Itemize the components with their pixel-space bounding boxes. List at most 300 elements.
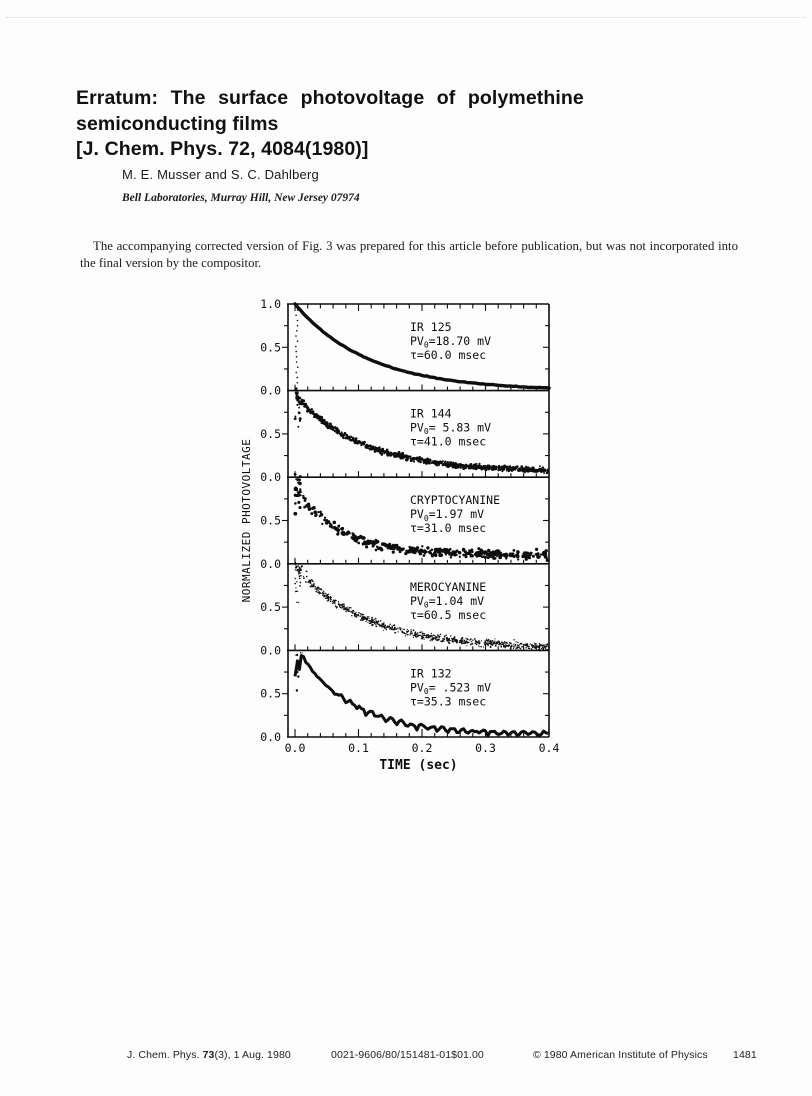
data-point <box>426 463 428 465</box>
data-point <box>512 467 514 469</box>
data-point <box>452 462 454 464</box>
data-point <box>343 609 344 610</box>
x-tick-label: 0.1 <box>348 741 369 755</box>
data-point <box>493 643 495 645</box>
data-point <box>461 643 463 645</box>
data-point <box>309 580 311 582</box>
panel-pv0-ir-132: $PV_0= .523$ mV <box>410 680 491 696</box>
data-point <box>520 648 521 649</box>
data-point <box>367 447 369 449</box>
data-point <box>517 558 519 560</box>
panel-label-cryptocyanine: CRYPTOCYANINE <box>410 493 501 508</box>
panel-pv0-ir-144: $PV_0= 5.83$ mV <box>410 420 491 437</box>
data-point <box>318 590 319 591</box>
rise-dot <box>297 309 299 311</box>
undershoot-dot <box>301 565 303 567</box>
data-point <box>427 634 429 636</box>
panel-label-merocyanine: MEROCYANINE <box>410 579 487 594</box>
data-point <box>325 595 327 597</box>
data-point <box>323 596 325 598</box>
data-point <box>413 551 416 554</box>
data-point <box>484 641 485 642</box>
data-point <box>353 533 355 535</box>
rise-dot <box>299 412 301 414</box>
data-point <box>410 629 411 630</box>
data-point <box>459 642 461 644</box>
rise-dot <box>298 482 301 485</box>
data-point <box>466 641 467 642</box>
data-point <box>543 470 545 472</box>
y-tick-label: 0.5 <box>260 426 281 441</box>
data-point <box>535 645 536 646</box>
data-point <box>336 528 339 531</box>
data-point <box>535 548 538 551</box>
affiliation-line: Bell Laboratories, Murray Hill, New Jersey 07974 <box>122 192 360 204</box>
data-point <box>450 635 452 637</box>
data-point <box>417 458 419 460</box>
data-point <box>436 463 438 465</box>
data-point <box>462 554 465 557</box>
rise-dot <box>295 487 298 490</box>
data-point <box>307 571 308 572</box>
data-point <box>498 470 500 472</box>
data-point <box>373 621 374 622</box>
rise-dot <box>296 356 298 358</box>
data-point <box>317 586 319 588</box>
data-point <box>355 616 356 617</box>
data-point <box>443 638 445 640</box>
data-point <box>372 542 376 546</box>
rise-dot <box>296 660 298 662</box>
data-point <box>512 549 515 552</box>
data-point <box>338 603 340 605</box>
panel-tau-ir-144: τ=41.0 msec <box>410 434 487 449</box>
data-point <box>546 472 548 474</box>
data-point <box>429 636 431 638</box>
rise-dot <box>300 582 301 583</box>
panel-label-ir-125: IR 125 <box>410 320 452 334</box>
data-point <box>313 584 315 586</box>
x-axis-title: TIME (sec) <box>379 758 458 773</box>
data-point <box>532 644 533 645</box>
data-point <box>493 468 496 471</box>
data-point <box>379 624 380 625</box>
rise-dot <box>295 587 296 588</box>
data-point <box>389 624 390 625</box>
data-point <box>422 636 423 637</box>
data-point <box>453 639 455 641</box>
data-point <box>413 637 414 638</box>
rise-dot <box>296 377 298 379</box>
data-point <box>548 645 549 646</box>
data-point <box>449 465 451 467</box>
data-point <box>477 551 480 554</box>
data-point <box>349 607 350 608</box>
data-point <box>342 604 344 606</box>
data-point <box>540 649 541 650</box>
rise-dot <box>296 478 299 481</box>
data-point <box>424 639 425 640</box>
data-point <box>513 645 514 646</box>
data-point <box>544 468 546 470</box>
data-point <box>503 642 505 644</box>
y-tick-label: 0.0 <box>260 730 281 744</box>
data-point <box>420 457 423 460</box>
data-point <box>513 639 514 640</box>
footer-journal-volume: 73 <box>202 1049 215 1061</box>
data-point <box>464 642 466 644</box>
rise-dot <box>297 382 299 384</box>
data-point <box>517 642 518 643</box>
data-point <box>454 466 457 469</box>
data-point <box>448 642 450 644</box>
data-point <box>375 618 377 620</box>
data-point <box>476 643 478 645</box>
data-point <box>471 554 474 557</box>
data-point <box>431 554 434 557</box>
data-point <box>327 600 328 601</box>
data-point <box>467 642 468 643</box>
data-point <box>542 649 544 651</box>
data-point <box>490 642 492 644</box>
data-point <box>421 636 422 637</box>
data-point <box>548 647 550 649</box>
data-point <box>424 633 425 634</box>
data-point <box>483 646 484 647</box>
data-point <box>402 632 403 633</box>
data-point <box>347 607 348 608</box>
data-point <box>400 627 401 628</box>
data-point <box>522 646 524 648</box>
paper-title-line-2: semiconducting films <box>76 112 279 135</box>
data-point <box>474 638 476 640</box>
data-point <box>360 619 361 620</box>
data-point <box>328 594 329 595</box>
rise-dot <box>296 404 298 406</box>
data-point <box>344 432 347 435</box>
data-point <box>420 632 422 634</box>
data-point <box>340 434 343 437</box>
data-point <box>406 631 407 632</box>
data-point <box>455 554 457 556</box>
data-point <box>358 612 360 614</box>
data-point <box>489 642 491 644</box>
data-point <box>510 646 512 648</box>
undershoot-dot <box>300 569 302 571</box>
data-point <box>390 453 393 456</box>
data-point <box>425 637 426 638</box>
data-point <box>436 548 439 551</box>
data-point <box>532 647 534 649</box>
data-point <box>437 639 438 640</box>
data-point <box>455 463 457 465</box>
data-point <box>492 556 495 559</box>
data-point <box>352 612 354 614</box>
y-tick-label: 0.0 <box>260 556 281 571</box>
data-point <box>508 469 511 472</box>
data-point <box>538 649 539 650</box>
data-point <box>439 637 440 638</box>
data-point <box>446 464 448 466</box>
data-point <box>351 607 352 608</box>
rise-dot <box>296 602 297 603</box>
data-point <box>492 645 493 646</box>
data-point <box>422 550 425 553</box>
data-point <box>535 643 537 645</box>
y-tick-label: 0.5 <box>260 340 281 355</box>
rise-dot <box>299 585 301 587</box>
erratum-paragraph: The accompanying corrected version of Fig. 3 was prepared for this article before publication, but was not incorporated into the final version by the compositor. <box>80 239 738 270</box>
data-point <box>431 641 432 642</box>
data-point <box>353 610 354 611</box>
data-point <box>387 626 389 628</box>
data-point <box>392 550 395 553</box>
data-point <box>368 445 371 448</box>
panel-tau-cryptocyanine: τ=31.0 msec <box>410 521 487 536</box>
data-point <box>305 581 307 583</box>
rise-dot <box>294 494 297 497</box>
data-point <box>387 546 390 549</box>
rise-dot <box>298 492 300 494</box>
data-point <box>319 593 320 594</box>
footer-journal-suffix: (3), 1 Aug. 1980 <box>214 1049 291 1061</box>
rise-dot <box>298 407 300 409</box>
undershoot-dot <box>302 652 303 653</box>
data-point <box>430 640 431 641</box>
data-point <box>445 553 447 555</box>
data-point <box>375 539 377 541</box>
data-point <box>477 553 480 556</box>
data-point <box>515 644 516 645</box>
data-point <box>318 416 320 418</box>
data-point <box>363 616 364 617</box>
data-point <box>322 422 324 424</box>
data-point <box>396 454 398 456</box>
data-point <box>347 609 349 611</box>
data-point <box>394 627 396 629</box>
data-point <box>544 549 547 552</box>
rise-dot <box>296 671 298 673</box>
data-point <box>541 650 542 651</box>
paper-title-line-1: Erratum: The surface photovoltage of polymethine <box>76 87 584 109</box>
panel-tau-ir-132: τ=35.3 msec <box>410 694 487 709</box>
data-point <box>414 633 416 635</box>
data-point <box>303 405 306 408</box>
data-point <box>465 552 468 555</box>
y-tick-label: 0.0 <box>260 470 281 485</box>
data-point <box>309 409 312 412</box>
data-point <box>394 624 396 626</box>
data-point <box>332 603 333 604</box>
authors-line: M. E. Musser and S. C. Dahlberg <box>122 167 319 182</box>
data-point <box>325 519 328 522</box>
rise-dot <box>296 689 298 691</box>
data-point <box>310 512 313 515</box>
data-point <box>515 554 517 556</box>
data-point <box>357 542 360 545</box>
data-point <box>405 633 407 635</box>
data-point <box>543 645 544 646</box>
data-point <box>453 641 454 642</box>
data-point <box>531 648 533 650</box>
data-point <box>413 458 415 460</box>
data-point <box>530 552 533 555</box>
data-point <box>428 461 430 463</box>
data-point <box>423 637 424 638</box>
data-point <box>419 635 421 637</box>
data-point <box>516 465 519 468</box>
data-point <box>498 466 501 469</box>
data-point <box>404 629 405 630</box>
x-tick-label: 0.4 <box>538 741 560 755</box>
rise-dot <box>298 565 299 566</box>
data-point <box>366 444 368 446</box>
data-point <box>447 640 449 642</box>
rise-dot <box>295 388 297 390</box>
data-point <box>309 582 310 583</box>
data-point <box>457 467 459 469</box>
data-point <box>470 644 472 646</box>
data-point <box>401 630 403 632</box>
data-point <box>475 640 477 642</box>
data-point <box>326 594 328 596</box>
rise-dot <box>294 578 295 579</box>
data-point <box>392 627 393 628</box>
data-point <box>349 611 350 612</box>
data-point <box>516 647 517 648</box>
data-point <box>486 639 487 640</box>
data-point <box>484 466 487 469</box>
data-point <box>333 600 334 601</box>
data-point <box>501 646 503 648</box>
data-point <box>487 556 490 559</box>
data-point <box>376 621 378 623</box>
rise-dot <box>299 577 301 579</box>
data-point <box>410 459 412 461</box>
data-point <box>335 428 338 431</box>
data-point <box>397 631 398 632</box>
data-point <box>485 640 487 642</box>
data-point <box>342 532 345 535</box>
data-point <box>530 469 533 472</box>
data-point <box>368 616 369 617</box>
data-point <box>351 439 354 442</box>
data-point <box>360 444 362 446</box>
data-point <box>342 606 343 607</box>
data-point <box>375 624 376 625</box>
footer-copyright: © 1980 American Institute of Physics <box>533 1049 708 1061</box>
data-point <box>449 638 451 640</box>
data-point <box>386 450 389 453</box>
data-point <box>525 557 528 560</box>
data-point <box>367 619 368 620</box>
data-point <box>478 463 480 465</box>
data-point <box>411 631 412 632</box>
data-point <box>547 649 549 651</box>
undershoot-dot <box>295 655 296 656</box>
data-point <box>386 629 387 630</box>
data-point <box>345 532 349 536</box>
data-point <box>354 440 356 442</box>
data-point <box>334 601 336 603</box>
data-point <box>320 416 323 419</box>
data-point <box>332 521 336 525</box>
data-point <box>392 629 394 631</box>
data-point <box>358 615 359 616</box>
data-point <box>470 638 472 640</box>
rise-dot <box>297 426 299 428</box>
data-point <box>303 577 305 579</box>
data-point <box>367 622 368 623</box>
data-point <box>500 466 503 469</box>
data-point <box>481 640 482 641</box>
data-point <box>317 591 319 593</box>
data-point <box>410 634 411 635</box>
panel-pv0-cryptocyanine: $PV_0=1.97$ mV <box>410 507 485 523</box>
data-point <box>504 647 505 648</box>
data-point <box>371 624 373 626</box>
data-point <box>303 576 304 577</box>
rise-dot <box>295 372 297 374</box>
data-point <box>510 643 512 645</box>
data-point <box>297 569 298 570</box>
data-point <box>465 555 468 558</box>
x-tick-label: 0.3 <box>475 741 496 755</box>
data-point <box>357 536 361 540</box>
data-point <box>405 635 406 636</box>
data-point <box>502 644 503 645</box>
data-point <box>328 597 330 599</box>
data-point <box>446 638 448 640</box>
data-point <box>322 419 324 421</box>
data-point <box>420 461 422 463</box>
rise-dot <box>298 602 299 603</box>
data-point <box>371 617 372 618</box>
data-point <box>462 549 464 551</box>
data-point <box>379 446 381 448</box>
data-point <box>516 648 517 649</box>
data-point <box>314 511 317 514</box>
data-point <box>458 551 461 554</box>
data-point <box>515 648 516 649</box>
data-point <box>539 645 541 647</box>
data-point <box>365 446 367 448</box>
data-point <box>516 641 517 642</box>
data-point <box>393 455 395 457</box>
data-point <box>363 540 366 543</box>
data-point <box>355 535 358 538</box>
data-point <box>511 469 514 472</box>
data-point <box>391 629 392 630</box>
data-point <box>471 467 473 469</box>
data-point <box>546 646 547 647</box>
data-point <box>342 607 343 608</box>
data-point <box>348 611 349 612</box>
data-point <box>485 641 486 642</box>
data-point <box>403 628 404 629</box>
paper-title <box>76 86 676 163</box>
data-point <box>383 542 386 545</box>
data-point <box>435 637 436 638</box>
data-point <box>394 632 396 634</box>
data-point <box>527 646 528 647</box>
data-point <box>375 549 378 552</box>
data-point <box>436 461 438 463</box>
data-point <box>396 629 397 630</box>
data-point <box>350 436 352 438</box>
data-point <box>337 525 340 528</box>
data-point <box>408 546 410 548</box>
